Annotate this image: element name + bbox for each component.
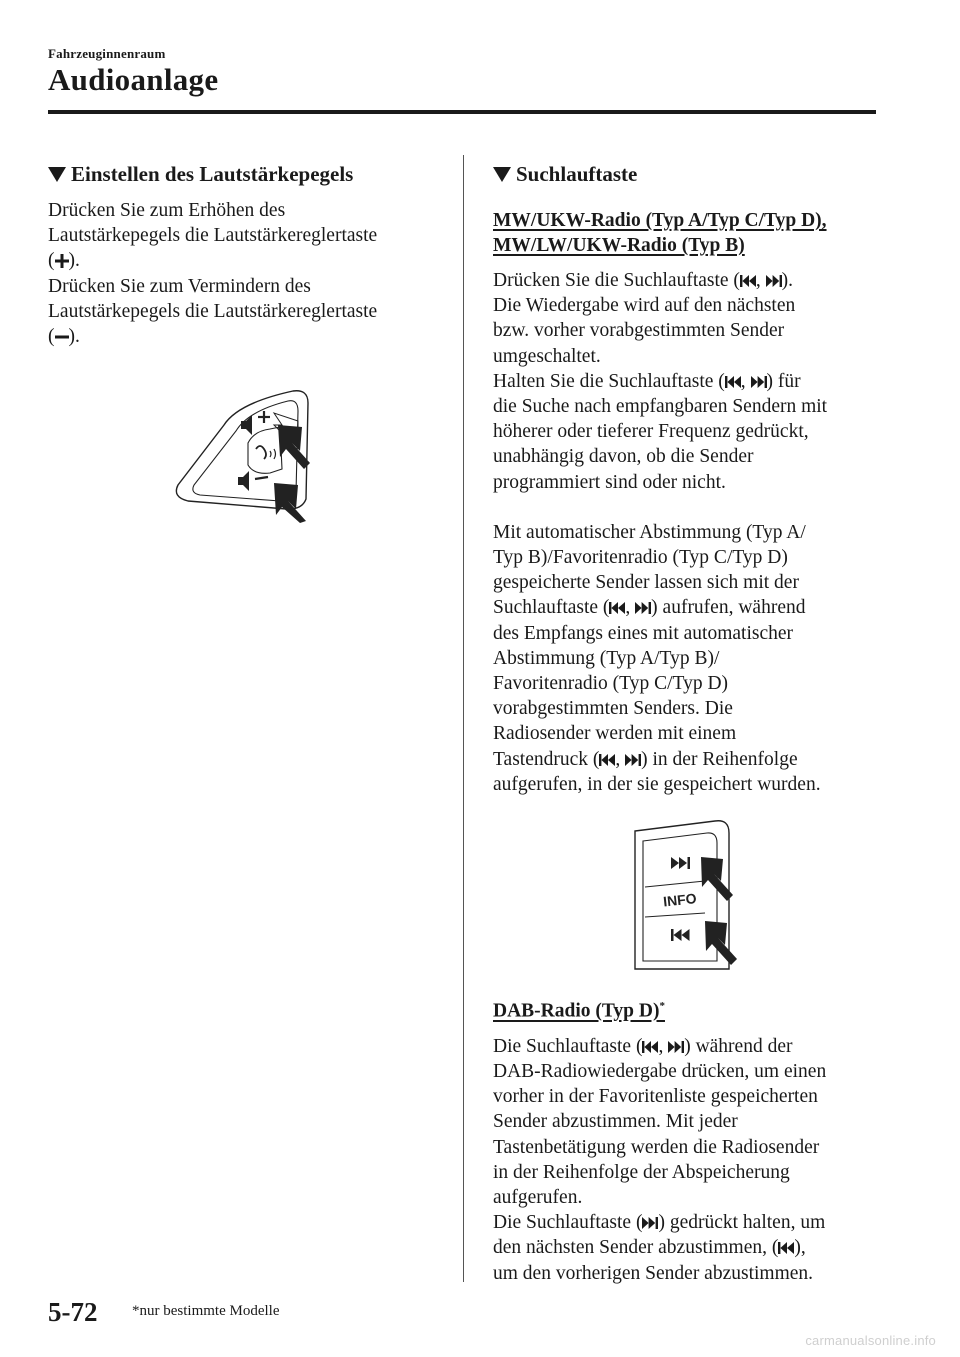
footnote-marker: * [659,1000,665,1013]
seek-heading-text: Suchlauftaste [516,162,638,186]
seek-back-icon [778,1241,794,1255]
seek-back-switch-icon [671,929,690,941]
volume-down-speaker-icon [238,471,268,491]
press-arrow-down-icon [274,483,306,523]
left-column [48,160,443,530]
section-label: Fahrzeuginnenraum [48,46,166,61]
seek-forward-icon [625,753,641,767]
seek-forward-icon [642,1216,658,1230]
voice-recognition-icon [256,446,276,459]
seek-forward-icon [751,375,767,389]
page-title: Audioanlage [48,62,219,97]
press-arrow-up-icon [274,413,310,469]
info-button-label: INFO [662,890,698,910]
seek-forward-icon [635,601,651,615]
volume-heading-text: Einstellen des Lautstärkepegels [71,162,354,186]
heading-triangle-icon [48,167,66,182]
footnote: *nur bestimmte Modelle [132,1303,280,1319]
page-number: 5-72 [48,1297,98,1327]
fm-radio-subheading: MW/UKW-Radio (Typ A/Typ C/Typ D), MW/LW/UKW-Radio (Typ B) [493,210,827,256]
volume-heading [48,160,443,188]
seek-paragraph-1: Drücken Sie die Suchlauftaste ( , ). Die Wiedergabe wird auf den nächsten bzw. vorher vorabgestimmten Sender umgeschaltet. Halten Sie die Suchlauftaste ( , ) für die Suche nach empfangbaren Sendern mit höherer oder tieferer Frequenz gedrückt, unabhängig davon, ob die Sender programmiert sind oder nicht. [493,270,828,493]
volume-paragraph-decrease: Drücken Sie zum Vermindern des Lautstärkepegels die Lautstärkereglertaste ( ). [48,275,378,348]
column-divider [463,155,464,1282]
volume-up-speaker-icon [241,411,270,435]
seek-paragraph-2: Mit automatischer Abstimmung (Typ A/ Typ B)/Favoritenradio (Typ C/Typ D) gespeicherte Sender lassen sich mit der Suchlauftaste ( , ) aufrufen, während des Empfangs eines mit automatischer Abstimmung (Typ A/Typ B)/ Favoritenradio (Typ C/Typ D) vorabgestimmten Senders. Die Radiosender werden mit einem Tastendruck ( , ) in der Reihenfolge aufgerufen, in der sie gespeichert wurden. [493,521,821,795]
minus-icon [55,330,69,344]
seek-forward-switch-icon [671,857,690,869]
seek-back-icon [599,753,615,767]
seek-paragraph-3: Die Suchlauftaste ( , ) während der DAB-Radiowiedergabe drücken, um einen vorher in der Favoritenliste gespeicherten Sender abzustimmen. Mit jeder Tastenbetätigung werden die Radiosender in der Reihenfolge der Abspeicherung aufgerufen. Die Suchlauftaste ( ) gedrückt halten, um den nächsten Sender abzustimmen, ( ), um den vorherigen Sender abzustimmen. [493,1035,827,1284]
seek-forward-icon [668,1040,684,1054]
dab-radio-subheading: DAB-Radio (Typ D)* [493,1000,665,1022]
press-arrow-back-icon [705,921,737,965]
volume-paragraph-increase: Drücken Sie zum Erhöhen des Lautstärkepegels die Lautstärkereglertaste ( ). [48,200,378,272]
watermark: carmanualsonline.info [805,1333,936,1348]
seek-heading [493,160,883,188]
seek-switch-illustration [493,819,883,979]
seek-back-icon [642,1040,658,1054]
heading-triangle-icon [493,167,511,182]
seek-forward-icon [766,274,782,288]
seek-back-icon [740,274,756,288]
header-rule [48,110,876,114]
plus-icon [55,254,69,268]
volume-switch-illustration [48,373,443,523]
right-column [493,160,883,1286]
seek-back-icon [609,601,625,615]
seek-back-icon [725,375,741,389]
